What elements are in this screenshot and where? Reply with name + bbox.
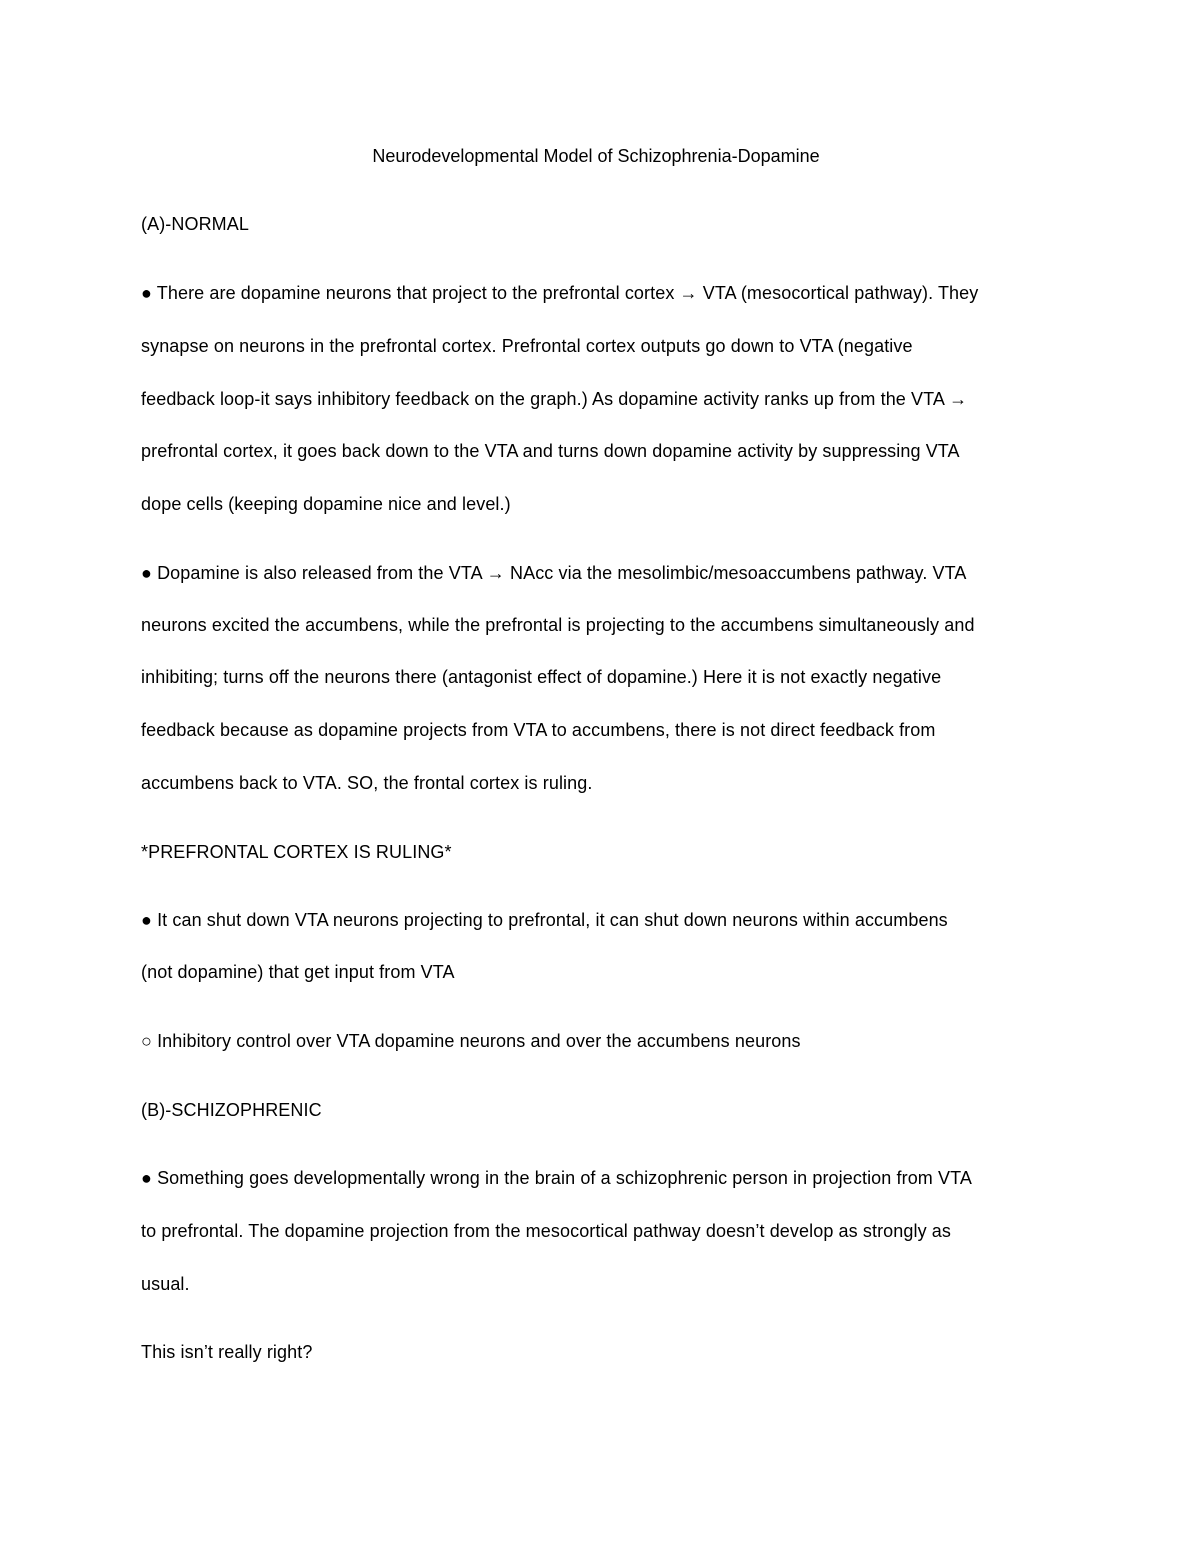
section-heading-normal: (A)-NORMAL [141,214,249,234]
section-heading-schizophrenic: (B)-SCHIZOPHRENIC [141,1100,322,1120]
paragraph-line: synapse on neurons in the prefrontal cortex. Prefrontal cortex outputs go down to VTA (negative [141,336,913,356]
paragraph-line: to prefrontal. The dopamine projection from the mesocortical pathway doesn’t develop as strongly as [141,1221,952,1241]
paragraph-line: feedback because as dopamine projects from VTA to accumbens, there is not direct feedback from [141,720,936,740]
paragraph-line: ● Dopamine is also released from the VTA → NAcc via the mesolimbic/mesoaccumbens pathway. VTA [141,563,967,583]
paragraph-line: feedback loop-it says inhibitory feedback on the graph.) As dopamine activity ranks up from the VTA → [141,389,968,409]
paragraph-line: ● There are dopamine neurons that project to the prefrontal cortex → VTA (mesocortical pathway). They [141,283,979,303]
emphasis-line: *PREFRONTAL CORTEX IS RULING* [141,842,452,862]
paragraph-line: dope cells (keeping dopamine nice and level.) [141,494,511,514]
sub-bullet-line: ○ Inhibitory control over VTA dopamine neurons and over the accumbens neurons [141,1031,801,1051]
paragraph-line: inhibiting; turns off the neurons there (antagonist effect of dopamine.) Here it is not exactly negative [141,667,942,687]
document-title: Neurodevelopmental Model of Schizophrenia-Dopamine [372,146,820,166]
paragraph-line: accumbens back to VTA. SO, the frontal cortex is ruling. [141,773,593,793]
paragraph-line: prefrontal cortex, it goes back down to the VTA and turns down dopamine activity by suppressing VTA [141,441,960,461]
paragraph-line: ● It can shut down VTA neurons projecting to prefrontal, it can shut down neurons within accumbens [141,910,948,930]
paragraph-line: ● Something goes developmentally wrong in the brain of a schizophrenic person in projection from VTA [141,1168,972,1188]
paragraph-line: neurons excited the accumbens, while the prefrontal is projecting to the accumbens simultaneously and [141,615,975,635]
paragraph-line: usual. [141,1274,190,1294]
paragraph-line: (not dopamine) that get input from VTA [141,962,455,982]
closing-line: This isn’t really right? [141,1342,313,1362]
